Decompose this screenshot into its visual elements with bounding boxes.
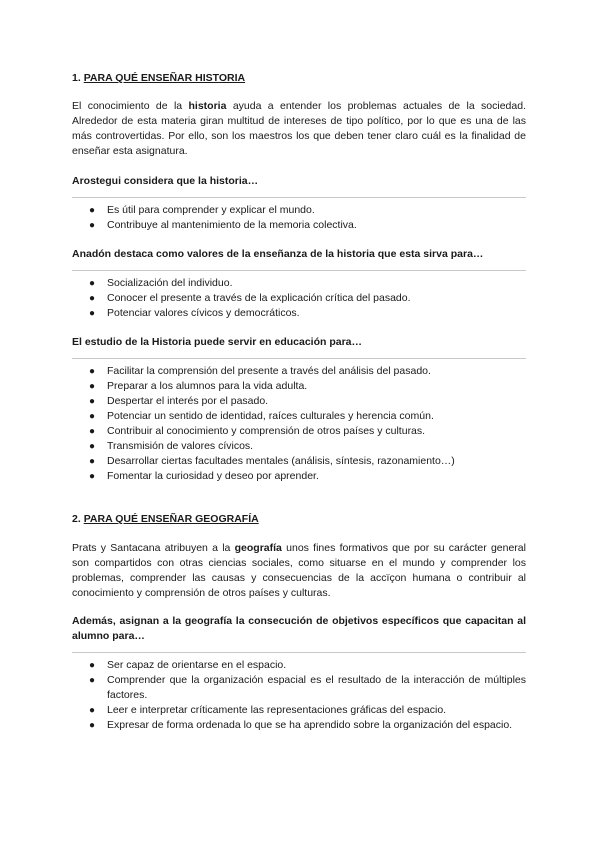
list-item: ● Contribuye al mantenimiento de la memoria colectiva. xyxy=(89,219,357,231)
divider-line xyxy=(72,358,526,359)
bullet-icon: ● xyxy=(89,720,96,731)
divider-line xyxy=(72,652,526,653)
bullet-icon: ● xyxy=(89,675,96,686)
objetivos-list xyxy=(72,658,526,733)
list-item: ● Comprender que la organización espacial es el resultado de la interacción de múltiples factores. xyxy=(89,674,526,701)
bullet-icon: ● xyxy=(89,366,96,377)
section-1-title: PARA QUÉ ENSEÑAR HISTORIA xyxy=(83,72,246,84)
bullet-icon: ● xyxy=(89,456,96,467)
section-2-title: PARA QUÉ ENSEÑAR GEOGRAFÍA xyxy=(83,513,259,525)
bullet-icon: ● xyxy=(89,381,96,392)
keyword-historia: historia xyxy=(188,100,227,112)
arostegui-list xyxy=(72,203,526,233)
list-item: ● Es útil para comprender y explicar el mundo. xyxy=(89,204,315,216)
list-item: ● Fomentar la curiosidad y deseo por aprender. xyxy=(89,470,319,482)
keyword-geografia: geografía xyxy=(234,542,282,554)
bullet-icon: ● xyxy=(89,441,96,452)
section-2-intro: Prats y Santacana atribuyen a la geografía unos fines formativos que por su carácter general son compartidos con otras ciencias sociales, como situarse en el mundo y comprender los problemas, comprender las causas y consecuencias de la accïçon humana o contribuir al conocimiento y comprensión de otros países y culturas. xyxy=(72,542,526,599)
anadon-list xyxy=(72,276,526,321)
bullet-icon: ● xyxy=(89,308,96,319)
bullet-icon: ● xyxy=(89,660,96,671)
section-2-heading xyxy=(72,513,259,525)
objetivos-heading: Además, asignan a la geografía la consecución de objetivos específicos que capacitan al alumno para… xyxy=(72,615,526,642)
section-1-number: 1. xyxy=(72,72,81,84)
list-item: ● Contribuir al conocimiento y comprensión de otros países y culturas. xyxy=(89,425,426,437)
list-item: ● Facilitar la comprensión del presente a través del análisis del pasado. xyxy=(89,365,431,377)
list-item: ● Expresar de forma ordenada lo que se ha aprendido sobre la organización del espacio. xyxy=(89,719,513,731)
list-item: ● Conocer el presente a través de la explicación crítica del pasado. xyxy=(89,292,411,304)
list-item: ● Potenciar un sentido de identidad, raíces culturales y herencia común. xyxy=(89,410,434,422)
list-item: ● Leer e interpretar críticamente las representaciones gráficas del espacio. xyxy=(89,704,447,716)
list-item: ● Socialización del individuo. xyxy=(89,277,233,289)
bullet-icon: ● xyxy=(89,471,96,482)
bullet-icon: ● xyxy=(89,220,96,231)
bullet-icon: ● xyxy=(89,293,96,304)
section-1-heading xyxy=(72,72,245,84)
anadon-heading: Anadón destaca como valores de la enseñanza de la historia que esta sirva para… xyxy=(72,248,484,260)
divider-line xyxy=(72,197,526,198)
estudio-heading: El estudio de la Historia puede servir en educación para… xyxy=(72,336,363,348)
bullet-icon: ● xyxy=(89,205,96,216)
estudio-list xyxy=(72,364,526,484)
list-item: ● Preparar a los alumnos para la vida adulta. xyxy=(89,380,308,392)
bullet-icon: ● xyxy=(89,396,96,407)
bullet-icon: ● xyxy=(89,705,96,716)
bullet-icon: ● xyxy=(89,278,96,289)
arostegui-heading: Arostegui considera que la historia… xyxy=(72,175,259,187)
list-item: ● Transmisión de valores cívicos. xyxy=(89,440,254,452)
list-item: ● Despertar el interés por el pasado. xyxy=(89,395,269,407)
section-1-intro: El conocimiento de la historia ayuda a entender los problemas actuales de la sociedad. Alrededor de esta materia giran multitud de intereses de tipo político, por lo que es una de las más controvertidas. Por ello, son los maestros los que deben tener claro cuál es la finalidad de enseñar esta asignatura. xyxy=(72,100,526,157)
list-item: ● Desarrollar ciertas facultades mentales (análisis, síntesis, razonamiento…) xyxy=(89,455,455,467)
bullet-icon: ● xyxy=(89,411,96,422)
section-2-number: 2. xyxy=(72,513,81,525)
list-item: ● Ser capaz de orientarse en el espacio. xyxy=(89,659,287,671)
divider-line xyxy=(72,270,526,271)
list-item: ● Potenciar valores cívicos y democráticos. xyxy=(89,307,300,319)
bullet-icon: ● xyxy=(89,426,96,437)
